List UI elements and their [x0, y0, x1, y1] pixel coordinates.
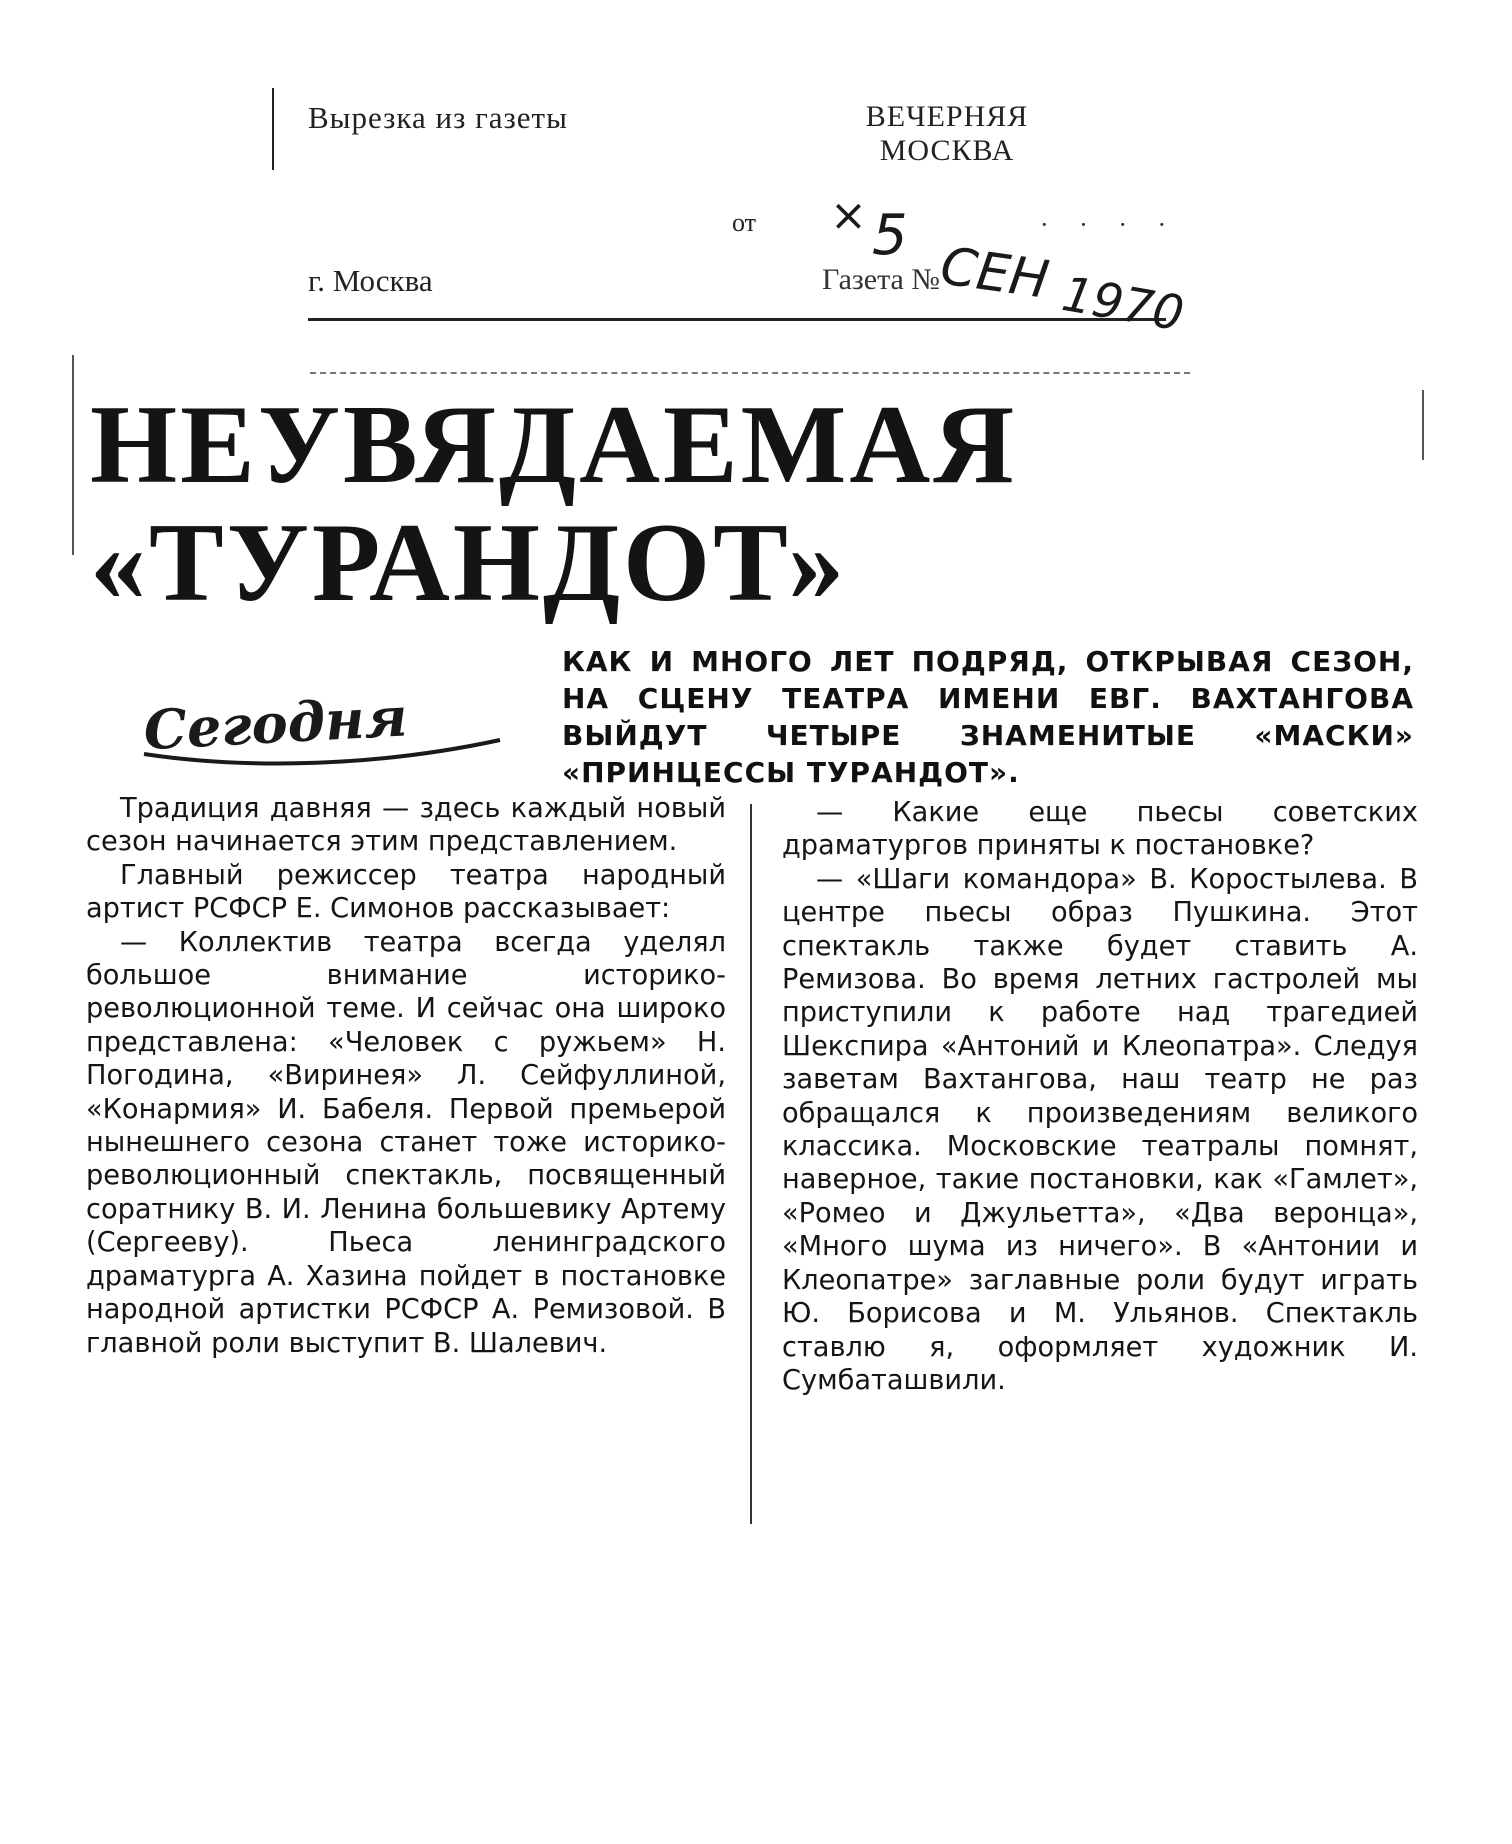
date-prefix: от [732, 208, 757, 237]
handwritten-date-mark: × [830, 190, 867, 241]
article-right-column [782, 796, 1418, 1397]
clipping-top-edge [310, 372, 1190, 374]
clipping-left-edge [72, 355, 74, 555]
date-dots: · · · · [1040, 210, 1179, 239]
handwritten-today [130, 682, 520, 772]
left-paragraph-3: — Коллектив театра всегда уделял большое внимание историко-революционной теме. И сейчас она широко представлена: «Человек с ружьем» Н. Погодина, «Виринея» Л. Сейфуллиной, «Конармия» И. Бабеля. Первой премьерой нынешнего сезона станет тоже историко-революционный спектакль, посвященный соратнику В. И. Ленина большевику Артему (Сергееву). Пьеса ленинградского драматурга А. Хазина пойдет в постановке народной артистки РСФСР А. Ремизовой. В главной роли выступит В. Шалевич. [86, 926, 726, 1359]
clip-label: Вырезка из газеты [308, 100, 568, 135]
headline-line-1: НЕУВЯДАЕМАЯ [90, 383, 1018, 507]
right-paragraph-2: — «Шаги командора» В. Коростылева. В центре пьесы образ Пушкина. Этот спектакль также будет ставить А. Ремизова. Во время летних гастролей мы приступили к работе над трагедией Шекспира «Антоний и Клеопатра». Следуя заветам Вахтангова, наш театр не раз обращался к произведениям великого классика. Московские театралы помнят, наверное, такие постановки, как «Гамлет», «Ромео и Джульетта», «Два веронца», «Много шума из ничего». В «Антонии и Клеопатре» заглавные роли будут играть Ю. Борисова и М. Ульянов. Спектакль ставлю я, оформляет художник И. Сумбаташвили. [782, 863, 1418, 1396]
handwritten-date-day: 5 [872, 203, 908, 268]
issue-label: Газета № [822, 263, 940, 296]
headline-line-2: «ТУРАНДОТ» [90, 501, 847, 625]
left-paragraph-1: Традиция давняя — здесь каждый новый сезон начинается этим представлением. [86, 793, 726, 858]
city-label: г. Москва [308, 263, 433, 298]
article-left-column [86, 792, 726, 1360]
right-paragraph-1: — Какие еще пьесы советских драматургов приняты к постановке? [782, 797, 1418, 862]
newspaper-name [832, 100, 1062, 168]
article-headline [90, 383, 1018, 625]
article-lead: КАК И МНОГО ЛЕТ ПОДРЯД, ОТКРЫВАЯ СЕЗОН, НА СЦЕНУ ТЕАТРА ИМЕНИ ЕВГ. ВАХТАНГОВА ВЫЙДУТ ЧЕТЫРЕ ЗНАМЕНИТЫЕ «МАСКИ» «ПРИНЦЕССЫ ТУРАНДОТ». [562, 645, 1414, 789]
newspaper-name-line1: ВЕЧЕРНЯЯ [865, 100, 1029, 133]
clipping-right-edge [1422, 390, 1424, 460]
left-paragraph-2: Главный режиссер театра народный артист РСФСР Е. Симонов рассказывает: [86, 859, 726, 925]
handwritten-date [800, 182, 1200, 342]
handwritten-today-text: Сегодня [142, 684, 409, 763]
handwritten-date-month: СЕН [936, 236, 1053, 311]
newspaper-name-line2: МОСКВА [879, 134, 1015, 167]
stamp-left-rule [272, 88, 274, 170]
column-divider [750, 804, 752, 1524]
handwritten-date-year: 1970 [1057, 266, 1188, 342]
